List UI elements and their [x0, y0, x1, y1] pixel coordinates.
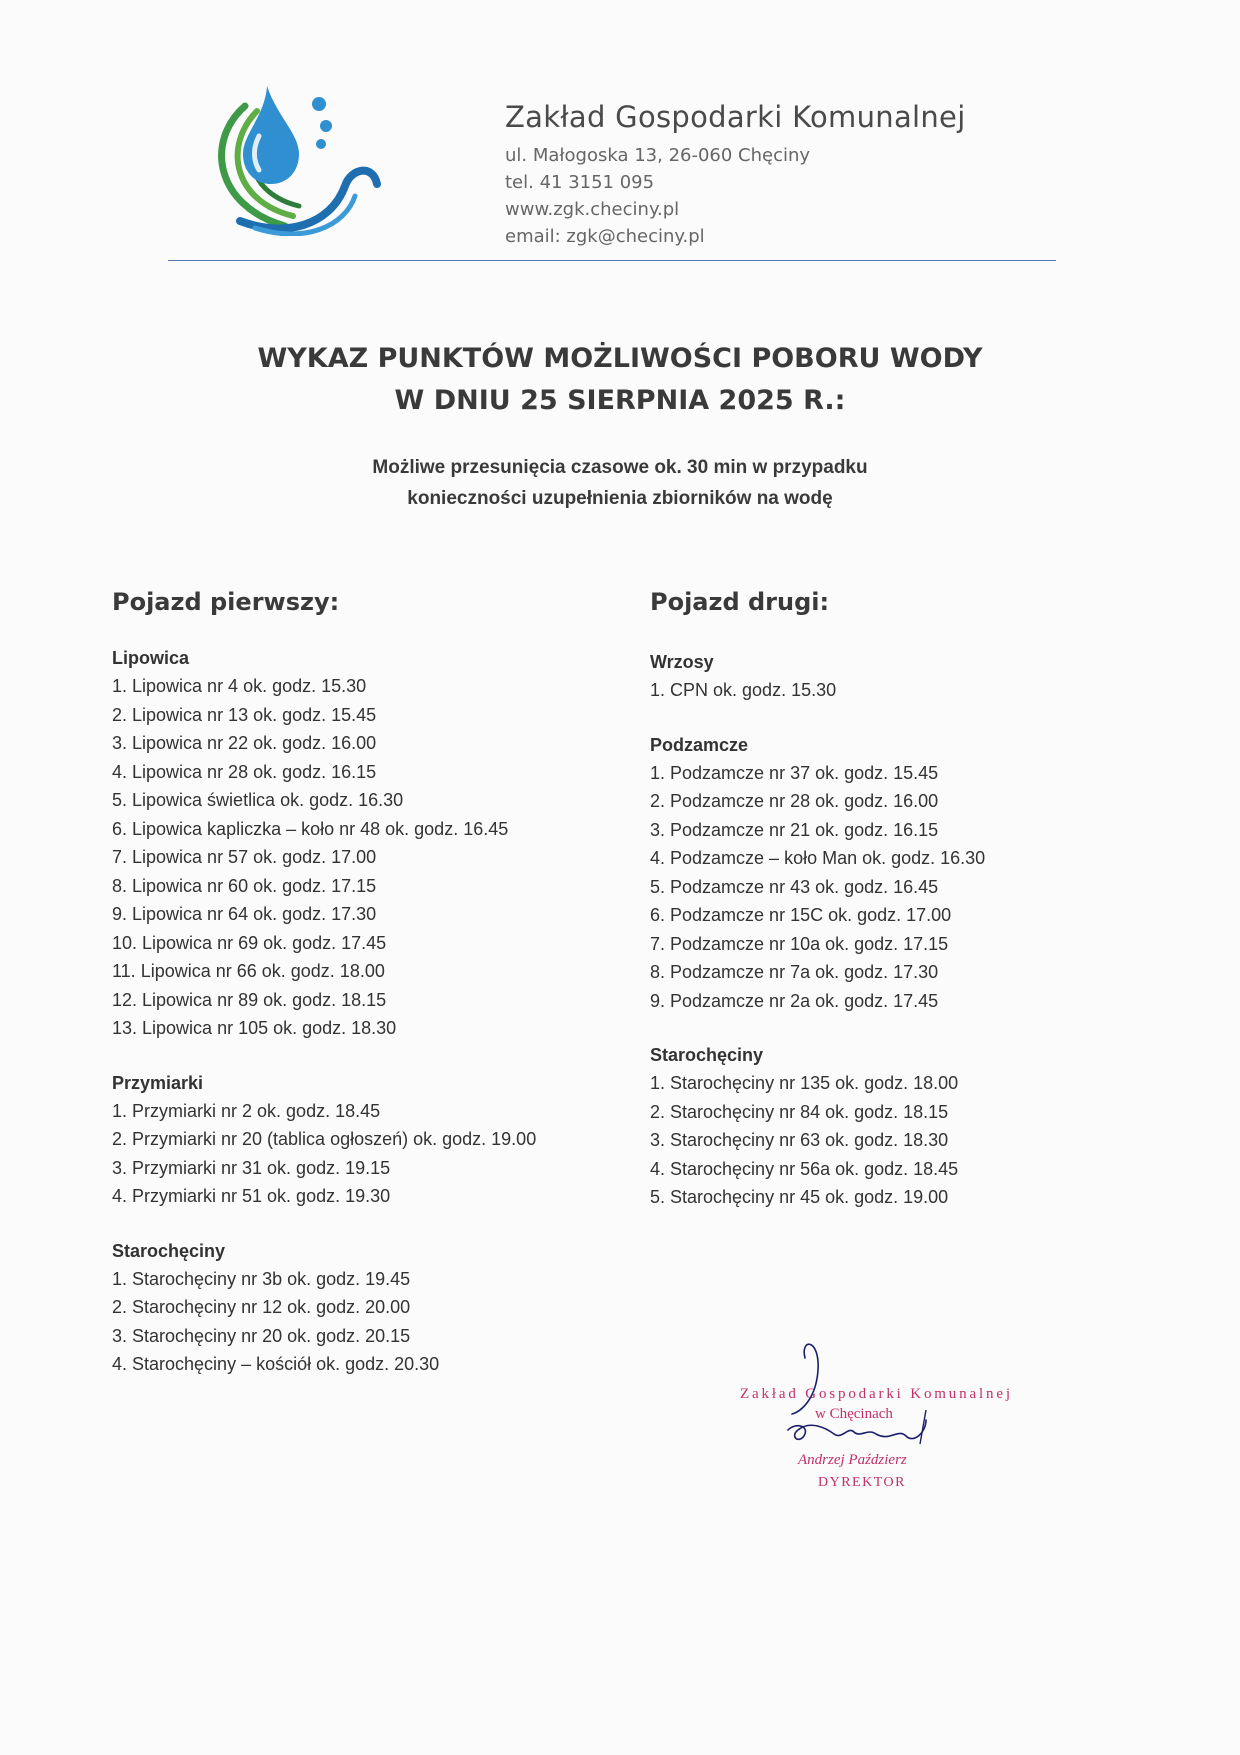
- water-point-item: 12. Lipowica nr 89 ok. godz. 18.15: [112, 989, 387, 1010]
- water-point-item: 2. Przymiarki nr 20 (tablica ogłoszeń) ok. godz. 19.00: [112, 1129, 537, 1149]
- location-group-title: Przymiarki: [112, 1072, 204, 1093]
- water-point-item: 9. Lipowica nr 64 ok. godz. 17.30: [112, 904, 377, 924]
- water-point-item: 4. Starochęciny – kościół ok. godz. 20.30: [112, 1354, 440, 1374]
- water-point-item: 1. Podzamcze nr 37 ok. godz. 15.45: [650, 762, 939, 783]
- stamp-director-name: Andrzej Paździerz: [798, 1452, 907, 1468]
- vehicle-one-groups: [112, 644, 632, 1379]
- vehicle-two-groups: [650, 648, 1170, 1212]
- water-point-item: 3. Przymiarki nr 31 ok. godz. 19.15: [112, 1157, 391, 1178]
- water-point-item: 2. Lipowica nr 13 ok. godz. 15.45: [112, 704, 377, 725]
- water-point-item: 9. Podzamcze nr 2a ok. godz. 17.45: [650, 990, 939, 1011]
- water-point-item: 3. Lipowica nr 22 ok. godz. 16.00: [112, 733, 377, 753]
- water-point-item: 3. Starochęciny nr 63 ok. godz. 18.30: [650, 1130, 949, 1150]
- water-point-item: 5. Lipowica świetlica ok. godz. 16.30: [112, 790, 404, 810]
- location-group-title: Wrzosy: [650, 652, 714, 672]
- location-group: [112, 1237, 632, 1379]
- water-point-item: 4. Podzamcze – koło Man ok. godz. 16.30: [650, 848, 986, 868]
- organization-name: Zakład Gospodarki Komunalnej: [505, 100, 966, 134]
- vehicle-two-heading: Pojazd drugi:: [650, 588, 830, 616]
- water-point-item: 2. Starochęciny nr 84 ok. godz. 18.15: [650, 1101, 949, 1122]
- stamp-city: w Chęcinach: [815, 1406, 893, 1422]
- document-title: [0, 338, 1240, 422]
- stamp-director-role: DYREKTOR: [818, 1475, 906, 1490]
- water-point-item: 1. Lipowica nr 4 ok. godz. 15.30: [112, 676, 367, 696]
- vehicle-one-heading: Pojazd pierwszy:: [112, 588, 340, 616]
- water-point-item: 8. Podzamcze nr 7a ok. godz. 17.30: [650, 962, 939, 982]
- water-point-item: 5. Podzamcze nr 43 ok. godz. 16.45: [650, 876, 939, 897]
- water-point-item: 4. Lipowica nr 28 ok. godz. 16.15: [112, 761, 377, 782]
- organization-phone: tel. 41 3151 095: [505, 172, 655, 193]
- water-point-item: 2. Podzamcze nr 28 ok. godz. 16.00: [650, 791, 939, 811]
- location-group-title: Lipowica: [112, 648, 190, 668]
- water-point-item: 4. Przymiarki nr 51 ok. godz. 19.30: [112, 1186, 391, 1206]
- stamp-organization: Zakład Gospodarki Komunalnej: [740, 1386, 1010, 1402]
- header-divider: [168, 260, 1056, 261]
- location-group-title: Podzamcze: [650, 734, 749, 755]
- document-subtitle: [0, 452, 1240, 514]
- vehicle-one-column: [112, 588, 632, 1405]
- director-stamp-signature: [730, 1340, 1030, 1500]
- water-point-item: 1. CPN ok. godz. 15.30: [650, 680, 837, 700]
- organization-website: www.zgk.checiny.pl: [505, 199, 680, 220]
- location-group: [650, 648, 1170, 705]
- title-line-1: WYKAZ PUNKTÓW MOŻLIWOŚCI POBORU WODY: [257, 343, 983, 374]
- location-group-title: Starochęciny: [112, 1240, 226, 1261]
- organization-address: ul. Małogoska 13, 26-060 Chęciny: [505, 145, 811, 166]
- organization-email: email: zgk@checiny.pl: [505, 226, 705, 247]
- water-point-item: 6. Podzamcze nr 15C ok. godz. 17.00: [650, 905, 952, 925]
- subtitle-line-1: Możliwe przesunięcia czasowe ok. 30 min w przypadku: [372, 457, 868, 478]
- location-group: [112, 644, 632, 1043]
- water-point-item: 11. Lipowica nr 66 ok. godz. 18.00: [112, 961, 385, 981]
- water-point-item: 6. Lipowica kapliczka – koło nr 48 ok. godz. 16.45: [112, 818, 509, 839]
- location-group: [112, 1069, 632, 1211]
- water-point-item: 1. Przymiarki nr 2 ok. godz. 18.45: [112, 1100, 381, 1121]
- water-point-item: 5. Starochęciny nr 45 ok. godz. 19.00: [650, 1187, 949, 1207]
- organization-header: [505, 100, 966, 250]
- vehicle-two-column: [650, 588, 1170, 1238]
- water-point-item: 1. Starochęciny nr 135 ok. godz. 18.00: [650, 1073, 959, 1093]
- location-group-title: Starochęciny: [650, 1045, 764, 1065]
- water-point-item: 4. Starochęciny nr 56a ok. godz. 18.45: [650, 1158, 959, 1179]
- water-point-item: 2. Starochęciny nr 12 ok. godz. 20.00: [112, 1297, 411, 1317]
- subtitle-line-2: konieczności uzupełnienia zbiorników na wodę: [407, 488, 833, 509]
- water-point-item: 8. Lipowica nr 60 ok. godz. 17.15: [112, 875, 377, 896]
- water-point-item: 3. Starochęciny nr 20 ok. godz. 20.15: [112, 1325, 411, 1346]
- location-group: [650, 1041, 1170, 1212]
- water-point-item: 1. Starochęciny nr 3b ok. godz. 19.45: [112, 1268, 411, 1289]
- water-point-item: 7. Lipowica nr 57 ok. godz. 17.00: [112, 847, 377, 867]
- water-point-item: 13. Lipowica nr 105 ok. godz. 18.30: [112, 1018, 397, 1038]
- water-point-item: 3. Podzamcze nr 21 ok. godz. 16.15: [650, 819, 939, 840]
- location-group: [650, 731, 1170, 1016]
- water-point-item: 7. Podzamcze nr 10a ok. godz. 17.15: [650, 933, 949, 954]
- water-point-item: 10. Lipowica nr 69 ok. godz. 17.45: [112, 932, 387, 953]
- company-logo: [205, 86, 390, 236]
- title-line-2: W DNIU 25 SIERPNIA 2025 R.:: [394, 385, 846, 416]
